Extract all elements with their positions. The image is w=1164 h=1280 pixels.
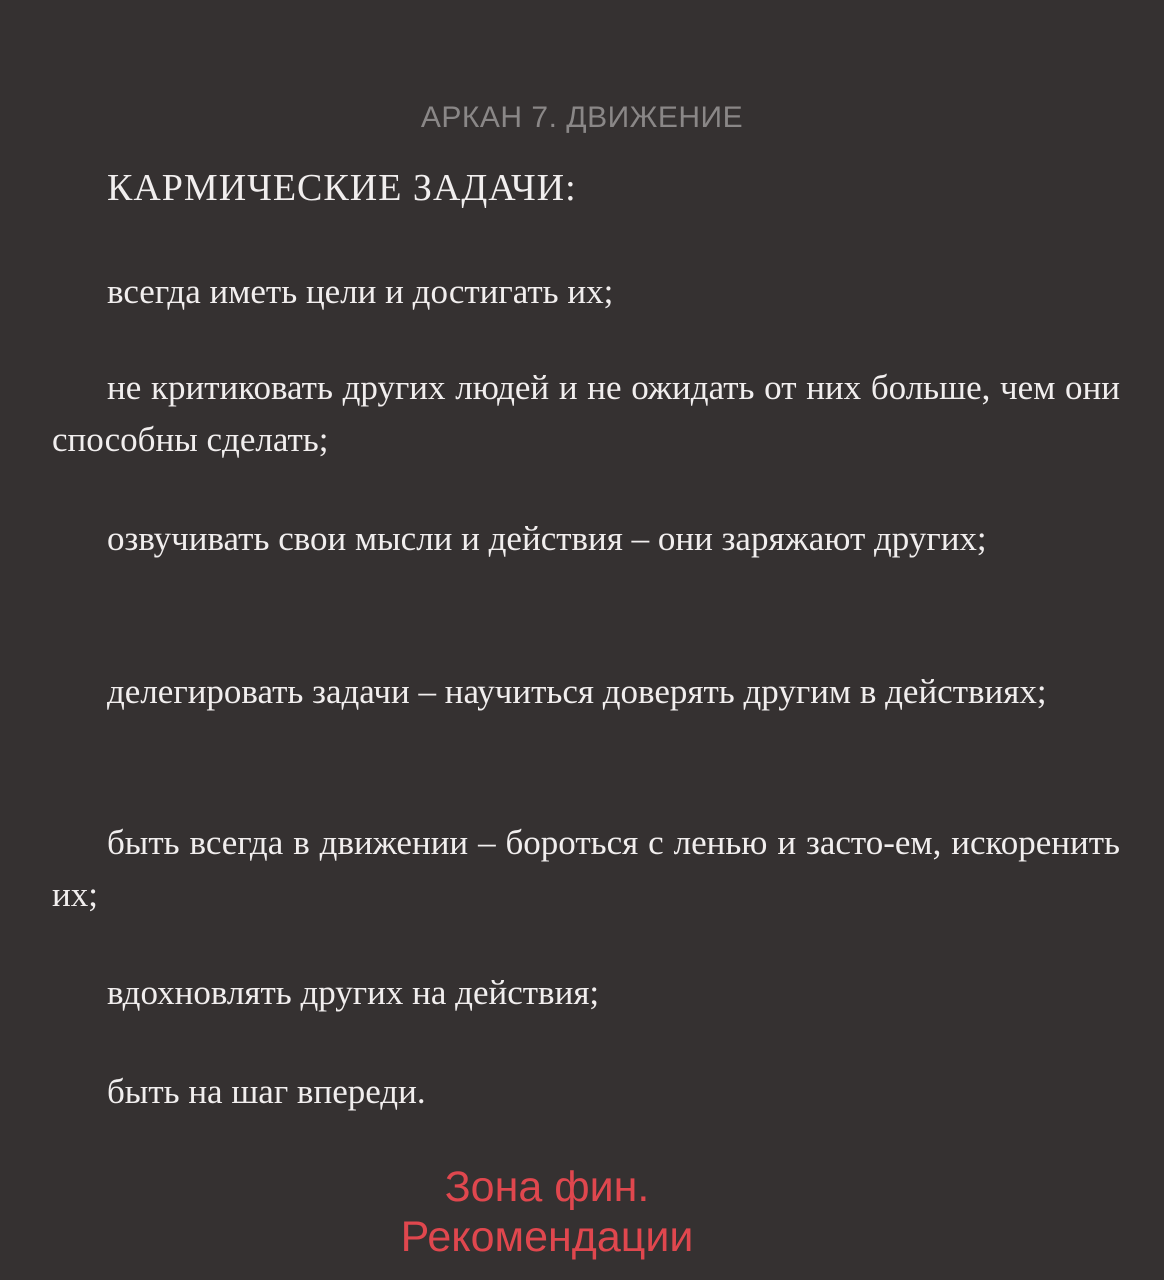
task-item-5: быть всегда в движении – бороться с ленью и засто-ем, искоренить их; — [52, 823, 1120, 914]
caption-line-recommendations: Рекомендации — [400, 1213, 694, 1261]
section-header: АРКАН 7. ДВИЖЕНИЕ — [420, 101, 744, 134]
task-item-6: вдохновлять других на действия; — [107, 973, 600, 1012]
caption-line-zone: Зона фин. — [444, 1163, 650, 1211]
task-item-3: озвучивать свои мысли и действия – они заряжают других; — [107, 519, 987, 558]
task-item-1: всегда иметь цели и достигать их; — [107, 272, 614, 311]
task-item-7: быть на шаг впереди. — [107, 1072, 426, 1111]
task-item-4: делегировать задачи – научиться доверять другим в действиях; — [107, 672, 1047, 711]
page-title: КАРМИЧЕСКИЕ ЗАДАЧИ: — [107, 167, 577, 209]
overlay-caption — [0, 1162, 1094, 1262]
task-item-2: не критиковать других людей и не ожидать от них больше, чем они способны сделать; — [52, 368, 1120, 459]
